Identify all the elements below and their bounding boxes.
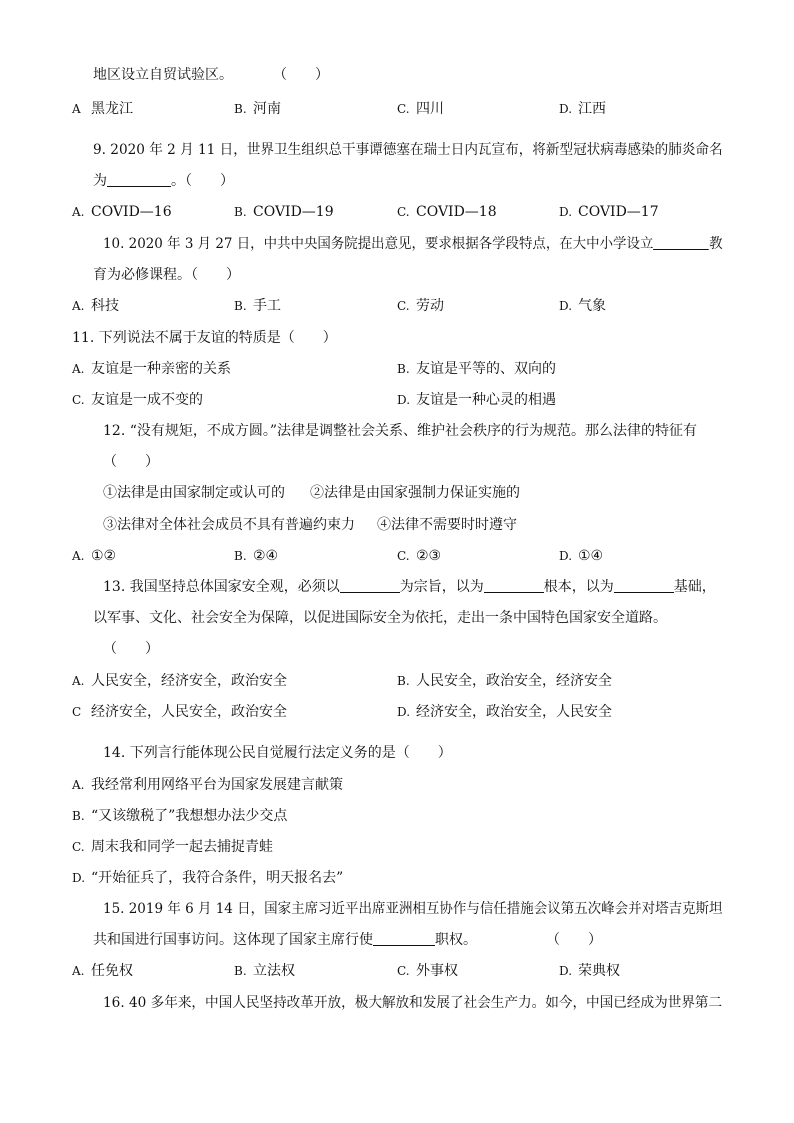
q12-item-4: ④法律不需要时时遵守	[377, 517, 517, 533]
q12-item-3: ③法律对全体社会成员不具有普遍约束力	[103, 517, 355, 533]
q12-option-d[interactable]: D. ①④	[559, 548, 604, 564]
q14-stem: 14. 下列言行能体现公民自觉履行法定义务的是（ ）	[103, 745, 452, 761]
q12-option-a[interactable]: A. ①②	[72, 548, 117, 564]
q13-answer-paren: （ ）	[103, 641, 159, 657]
q11-stem: 11. 下列说法不属于友谊的特质是（ ）	[72, 330, 337, 346]
q10-stem-line1: 10. 2020 年 3 月 27 日，中共中央国务院提出意见，要求根据各学段特点，在大中小学设立 教	[103, 236, 723, 252]
q9-option-b[interactable]: B. COVID—19	[234, 204, 334, 220]
q15-option-c[interactable]: C. 外事权	[397, 963, 458, 979]
q15-option-d[interactable]: D. 荣典权	[559, 963, 620, 979]
q12-answer-paren: （ ）	[103, 454, 159, 470]
q10-option-c[interactable]: C. 劳动	[397, 298, 444, 314]
q13-fill-blank-3	[614, 578, 674, 593]
q13-stem-line2: 以军事、文化、社会安全为保障，以促进国际安全为依托，走出一条中国特色国家安全道路。	[93, 610, 667, 626]
q11-option-c[interactable]: C. 友谊是一成不变的	[72, 392, 203, 408]
q11-option-d[interactable]: D. 友谊是一种心灵的相遇	[397, 392, 556, 408]
q10-option-d[interactable]: D. 气象	[559, 298, 606, 314]
q15-option-a[interactable]: A. 任免权	[72, 963, 133, 979]
q13-option-a[interactable]: A. 人民安全，经济安全，政治安全	[72, 673, 287, 689]
q9-option-c[interactable]: C. COVID—18	[397, 204, 497, 220]
q10-option-b[interactable]: B. 手工	[234, 298, 281, 314]
q13-fill-blank-2	[484, 578, 544, 593]
q15-fill-blank	[373, 931, 435, 946]
q15-stem-line2: 共和国进行国事访问。这体现了国家主席行使 职权。	[93, 932, 477, 948]
q9-option-a[interactable]: A. COVID—16	[72, 204, 172, 220]
q13-option-c[interactable]: C 经济安全，人民安全，政治安全	[72, 704, 287, 720]
q12-option-b[interactable]: B. ②④	[234, 548, 279, 564]
q12-item-1: ①法律是由国家制定或认可的	[103, 485, 285, 501]
q8-option-d[interactable]: D. 江西	[559, 101, 606, 117]
q11-option-a[interactable]: A. 友谊是一种亲密的关系	[72, 361, 231, 377]
q14-option-c[interactable]: C. 周末我和同学一起去捕捉青蛙	[72, 839, 273, 855]
q9-fill-blank	[107, 172, 171, 187]
q11-option-b[interactable]: B. 友谊是平等的、双向的	[397, 361, 556, 377]
q14-option-a[interactable]: A. 我经常利用网络平台为国家发展建言献策	[72, 777, 343, 793]
q16-stem-line1: 16. 40 多年来，中国人民坚持改革开放，极大解放和发展了社会生产力。如今，中国已经成为世界第二	[103, 995, 723, 1011]
q8-text: 地区设立自贸试验区。	[93, 67, 233, 83]
q9-option-d[interactable]: D. COVID—17	[559, 204, 659, 220]
q8-option-a[interactable]: A 黑龙江	[72, 101, 133, 117]
q8-option-b[interactable]: B. 河南	[234, 101, 281, 117]
q8-answer-paren: （ ）	[273, 67, 329, 83]
q9-stem-line1: 9. 2020 年 2 月 11 日，世界卫生组织总干事谭德塞在瑞士日内瓦宣布，将新型冠状病毒感染的肺炎命名	[93, 142, 723, 158]
q13-option-d[interactable]: D. 经济安全，政治安全，人民安全	[397, 704, 612, 720]
q13-option-b[interactable]: B. 人民安全，政治安全，经济安全	[397, 673, 612, 689]
q10-stem-line2: 育为必修课程。（ ）	[93, 267, 240, 283]
q13-stem-line1: 13. 我国坚持总体国家安全观，必须以 为宗旨，以为 根本，以为 基础，	[103, 579, 716, 595]
q15-option-b[interactable]: B. 立法权	[234, 963, 295, 979]
q8-option-c[interactable]: C. 四川	[397, 101, 444, 117]
q14-option-d[interactable]: D. “开始征兵了，我符合条件，明天报名去”	[72, 870, 344, 886]
q9-stem-line2: 为 。（ ）	[93, 173, 234, 189]
q15-answer-paren: （ ）	[546, 932, 602, 948]
q12-option-c[interactable]: C. ②③	[397, 548, 442, 564]
q8-stem-continued	[93, 66, 329, 84]
q13-fill-blank-1	[340, 578, 400, 593]
q10-fill-blank	[653, 235, 709, 250]
q10-option-a[interactable]: A. 科技	[72, 298, 119, 314]
q14-option-b[interactable]: B. “又该缴税了”我想想办法少交点	[72, 808, 288, 824]
q12-stem-line1: 12. “没有规矩，不成方圆。”法律是调整社会关系、维护社会秩序的行为规范。那么法律的特征有	[103, 423, 698, 439]
q12-item-2: ②法律是由国家强制力保证实施的	[310, 485, 520, 501]
q15-stem-line1: 15. 2019 年 6 月 14 日，国家主席习近平出席亚洲相互协作与信任措施会议第五次峰会并对塔吉克斯坦	[103, 901, 723, 917]
